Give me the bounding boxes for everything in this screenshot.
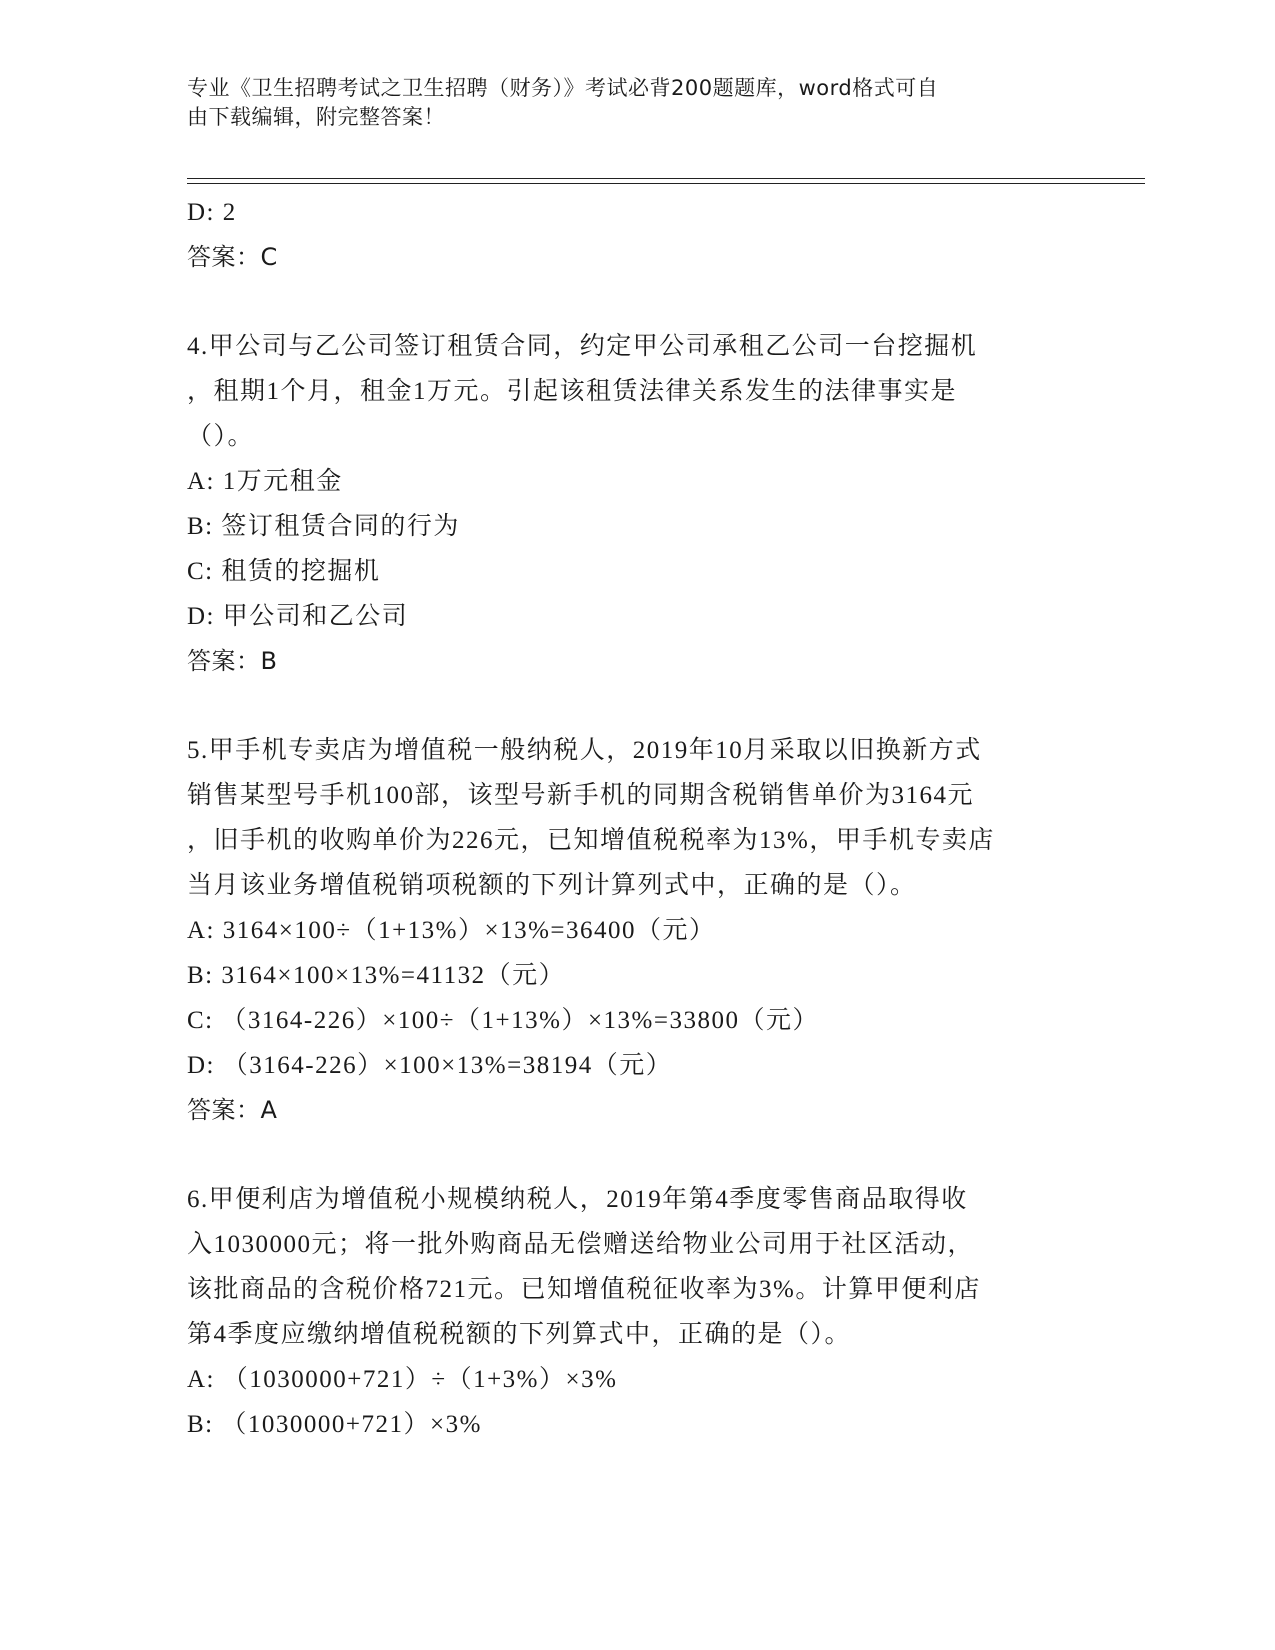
question-stem-line: 4.甲公司与乙公司签订租赁合同，约定甲公司承租乙公司一台挖掘机 xyxy=(187,333,978,360)
header-divider-bottom xyxy=(187,183,1145,184)
question-stem-line: 该批商品的含税价格721元。已知增值税征收率为3%。计算甲便利店 xyxy=(187,1276,981,1303)
question-stem-line: ，租期1个月，租金1万元。引起该租赁法律关系发生的法律事实是 xyxy=(187,378,958,405)
header-line-2: 由下载编辑，附完整答案！ xyxy=(187,105,445,129)
option-b: B: 3164×100×13%=41132（元） xyxy=(187,962,566,989)
answer-line: 答案：A xyxy=(187,1096,278,1124)
option-d: D: 甲公司和乙公司 xyxy=(187,603,409,630)
option-d: D: 2 xyxy=(187,199,237,226)
question-stem-line: 6.甲便利店为增值税小规模纳税人，2019年第4季度零售商品取得收 xyxy=(187,1186,968,1213)
question-stem-line: 第4季度应缴纳增值税税额的下列算式中，正确的是（）。 xyxy=(187,1321,852,1348)
option-a: A: 1万元租金 xyxy=(187,468,343,495)
question-stem-line: （）。 xyxy=(187,423,255,450)
option-a: A: 3164×100÷（1+13%）×13%=36400（元） xyxy=(187,917,716,944)
question-stem-line: 入1030000元；将一批外购商品无偿赠送给物业公司用于社区活动， xyxy=(187,1231,975,1258)
question-stem-line: ，旧手机的收购单价为226元，已知增值税税率为13%，甲手机专卖店 xyxy=(187,827,995,854)
question-4 xyxy=(187,324,1087,684)
question-stem-line: 当月该业务增值税销项税额的下列计算列式中，正确的是（）。 xyxy=(187,872,917,899)
document-header xyxy=(187,74,1067,132)
option-c: C: （3164-226）×100÷（1+13%）×13%=33800（元） xyxy=(187,1007,819,1034)
option-b: B: 签订租赁合同的行为 xyxy=(187,513,460,540)
option-c: C: 租赁的挖掘机 xyxy=(187,558,381,585)
header-line-1: 专业《卫生招聘考试之卫生招聘（财务）》考试必背200题题库，word格式可自 xyxy=(187,76,939,100)
option-b: B: （1030000+721）×3% xyxy=(187,1411,482,1438)
document-body xyxy=(187,190,1087,1447)
question-stem-line: 销售某型号手机100部，该型号新手机的同期含税销售单价为3164元 xyxy=(187,782,975,809)
question-6 xyxy=(187,1177,1087,1447)
carryover-block xyxy=(187,190,1087,280)
option-d: D: （3164-226）×100×13%=38194（元） xyxy=(187,1052,673,1079)
question-5 xyxy=(187,728,1087,1133)
question-stem-line: 5.甲手机专卖店为增值税一般纳税人，2019年10月采取以旧换新方式 xyxy=(187,737,982,764)
option-a: A: （1030000+721）÷（1+3%）×3% xyxy=(187,1366,618,1393)
answer-line: 答案：C xyxy=(187,243,278,271)
answer-line: 答案：B xyxy=(187,647,278,675)
header-divider-top xyxy=(187,178,1145,179)
